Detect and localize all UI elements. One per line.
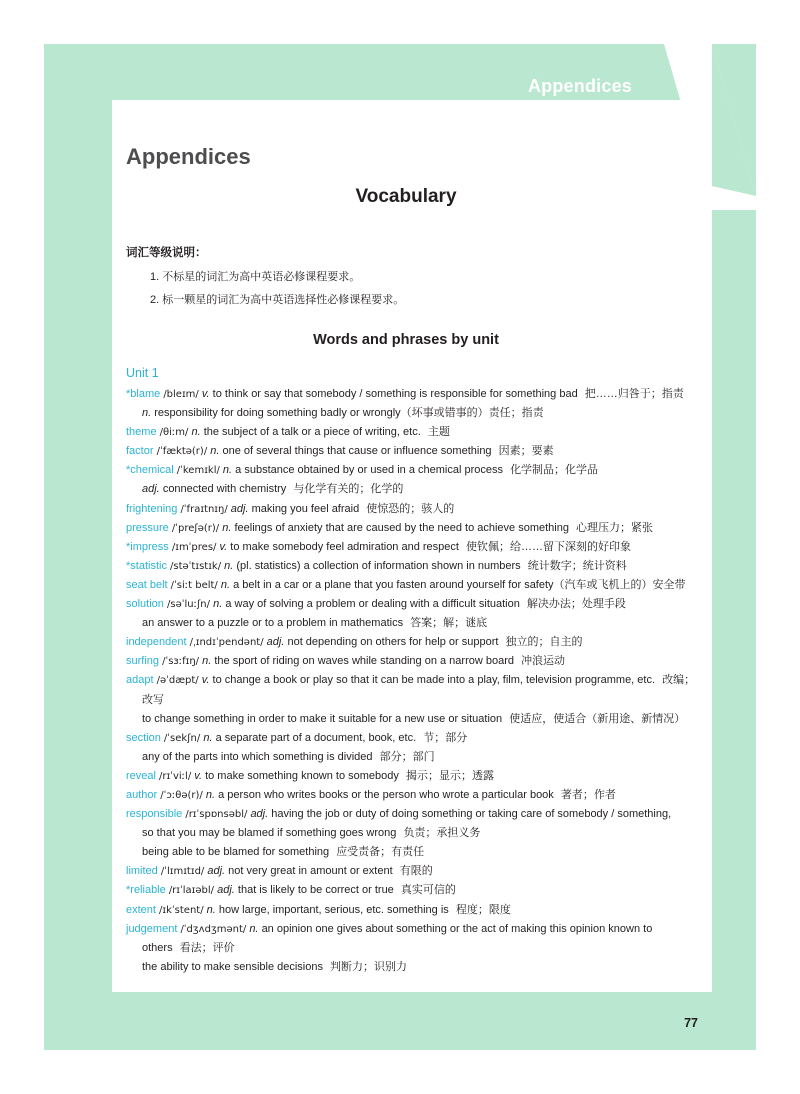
section-title: Vocabulary	[355, 186, 457, 207]
definition: responsibility for doing something badly or wrongly（坏事或错事的）责任；指责	[154, 407, 544, 420]
phonetic: /ˌɪndɪˈpendənt/	[189, 637, 264, 649]
definition: to think or say that somebody / something is responsible for something bad	[212, 388, 578, 400]
part-of-speech: n.	[205, 788, 216, 801]
phonetic: /ˈfæktə(r)/	[156, 446, 208, 458]
headword: limited	[126, 865, 158, 878]
headword: *reliable	[126, 884, 166, 897]
headword: author	[126, 788, 158, 801]
definition: (pl. statistics) a collection of information shown in numbers	[236, 559, 521, 572]
headword: theme	[126, 426, 157, 439]
page-title: Appendices	[126, 144, 251, 169]
vocabulary-list	[126, 385, 706, 977]
definition: a separate part of a document, book, etc.	[215, 731, 417, 744]
headword: *chemical	[126, 464, 174, 477]
headword: pressure	[126, 521, 169, 534]
vocab-entry-continuation	[126, 710, 706, 729]
unit-label: Unit 1	[126, 366, 159, 380]
translation: 部分；部门	[379, 750, 435, 763]
headword: section	[126, 731, 161, 744]
definition: to change something in order to make it suitable for a new use or situation	[142, 712, 503, 725]
notes-heading: 词汇等级说明：	[126, 247, 207, 259]
phonetic: /ˈlɪmɪtɪd/	[160, 866, 205, 878]
headword: factor	[126, 445, 154, 458]
subsection-title: Words and phrases by unit	[313, 332, 499, 348]
headword: responsible	[126, 808, 183, 821]
definition: any of the parts into which something is divided	[142, 750, 373, 763]
headword: independent	[126, 636, 187, 649]
vocab-entry	[126, 423, 706, 442]
headword: judgement	[126, 922, 178, 935]
part-of-speech: adj.	[230, 502, 249, 515]
part-of-speech: n.	[224, 559, 234, 572]
definition: an answer to a puzzle or to a problem in mathematics	[142, 617, 404, 630]
vocab-entry	[126, 595, 706, 614]
definition: others	[142, 941, 173, 954]
phonetic: /ˈfraɪtnɪŋ/	[180, 503, 228, 515]
vocab-entry	[126, 671, 706, 690]
vocab-entry	[126, 862, 706, 881]
part-of-speech: n.	[203, 731, 213, 744]
translation: 独立的；自主的	[505, 636, 583, 649]
bottom-band	[44, 992, 756, 1050]
phonetic: /səˈluːʃn/	[166, 599, 211, 611]
vocab-entry	[126, 901, 706, 920]
translation: 使适应，使适合（新用途、新情况）	[509, 712, 686, 725]
phonetic: /ɪkˈstent/	[159, 904, 204, 916]
part-of-speech: v.	[194, 769, 203, 782]
part-of-speech: n.	[202, 655, 212, 668]
vocab-entry	[126, 633, 706, 652]
vocab-entry	[126, 920, 706, 939]
part-of-speech: adj.	[266, 636, 285, 649]
phonetic: /bleɪm/	[163, 389, 199, 400]
phonetic: /ˈsekʃn/	[163, 732, 201, 744]
definition: so that you may be blamed if something goes wrong	[142, 827, 397, 840]
definition: an opinion one gives about something or the act of making this opinion known to	[261, 922, 653, 935]
part-of-speech: v.	[219, 540, 228, 553]
part-of-speech: n.	[210, 445, 220, 458]
phonetic: /ˈdʒʌdʒmənt/	[180, 923, 247, 935]
phonetic: /rɪˈlaɪəbl/	[168, 885, 215, 897]
translation: 主题	[427, 426, 450, 439]
translation: 统计数字；统计资料	[527, 559, 627, 572]
vocab-entry	[126, 805, 706, 824]
translation: 看法；评价	[179, 941, 235, 954]
translation: 冲浪运动	[521, 655, 566, 668]
translation: 改编；	[662, 674, 696, 687]
definition: having the job or duty of doing something or taking care of somebody / something,	[271, 808, 672, 821]
phonetic: /ˈsiːt belt/	[170, 579, 218, 591]
definition: making you feel afraid	[251, 502, 360, 515]
phonetic: /əˈdæpt/	[156, 675, 199, 687]
page-number: 77	[684, 1016, 698, 1030]
definition: a way of solving a problem or dealing with a difficult situation	[225, 598, 520, 611]
phonetic: /ˈsɜːfɪŋ/	[162, 656, 200, 668]
definition: how large, important, serious, etc. something is	[218, 903, 449, 916]
vocab-entry-continuation	[126, 748, 706, 767]
part-of-speech: adj.	[250, 808, 269, 821]
headword: frightening	[126, 502, 178, 515]
definition: connected with chemistry	[162, 483, 287, 496]
part-of-speech: v.	[201, 388, 210, 400]
translation: 有限的	[399, 865, 433, 878]
definition: to make something known to somebody	[205, 769, 399, 782]
vocab-entry-continuation	[126, 843, 706, 862]
part-of-speech: n.	[222, 521, 232, 534]
phonetic: /rɪˈviːl/	[159, 770, 192, 782]
headword: surfing	[126, 655, 160, 668]
definition: the ability to make sensible decisions	[142, 960, 323, 973]
part-of-speech: n.	[249, 922, 259, 935]
translation: 使惊恐的；骇人的	[366, 502, 455, 515]
translation: 真实可信的	[400, 884, 456, 897]
definition: 改写	[142, 693, 164, 706]
note-item: 1. 不标星的词汇为高中英语必修课程要求。	[150, 271, 361, 283]
vocab-entry	[126, 557, 706, 576]
definition: not very great in amount or extent	[228, 865, 393, 878]
definition: the subject of a talk or a piece of writing, etc.	[203, 426, 421, 439]
part-of-speech: v.	[201, 674, 210, 687]
vocab-entry-continuation	[126, 614, 706, 633]
note-item: 2. 标一颗星的词汇为高中英语选择性必修课程要求。	[150, 294, 405, 306]
part-of-speech: n.	[206, 903, 216, 916]
vocab-entry	[126, 385, 706, 404]
vocab-entry-continuation	[126, 404, 706, 423]
headword: *impress	[126, 540, 169, 553]
vocab-entry-continuation	[126, 939, 706, 958]
headword: *statistic	[126, 559, 167, 572]
vocab-entry-continuation	[126, 691, 706, 710]
vocab-entry-continuation	[126, 958, 706, 977]
vocab-entry	[126, 442, 706, 461]
part-of-speech: n.	[142, 407, 152, 420]
translation: 揭示；显示；透露	[405, 769, 494, 782]
translation: 因素；要素	[498, 445, 554, 458]
definition: one of several things that cause or influence something	[222, 445, 492, 458]
headword: *blame	[126, 388, 161, 400]
phonetic: /stəˈtɪstɪk/	[170, 560, 222, 572]
definition: the sport of riding on waves while standing on a narrow board	[214, 655, 514, 668]
translation: 判断力；识别力	[330, 960, 408, 973]
part-of-speech: adj.	[207, 865, 226, 878]
vocab-entry-continuation	[126, 480, 706, 499]
definition: a substance obtained by or used in a chemical process	[235, 464, 503, 477]
part-of-speech: n.	[222, 464, 233, 477]
translation: 解决办法；处理手段	[526, 598, 626, 611]
translation: 著者；作者	[560, 788, 616, 801]
vocab-entry	[126, 729, 706, 748]
translation: 节；部分	[423, 731, 468, 744]
part-of-speech: n.	[213, 598, 223, 611]
left-band	[44, 100, 112, 992]
phonetic: /ɪmˈpres/	[171, 541, 217, 553]
definition: being able to be blamed for something	[142, 846, 330, 859]
definition: to change a book or play so that it can be made into a play, film, television programme, etc.	[212, 674, 656, 687]
definition: feelings of anxiety that are caused by the need to achieve something	[234, 521, 569, 534]
vocab-entry	[126, 538, 706, 557]
part-of-speech: adj.	[142, 483, 160, 496]
translation: 与化学有关的；化学的	[293, 483, 404, 496]
translation: 负责；承担义务	[403, 827, 481, 840]
vocab-entry	[126, 767, 706, 786]
vocab-entry	[126, 881, 706, 900]
translation: 答案；解；谜底	[410, 617, 488, 630]
translation: 程度；限度	[455, 903, 511, 916]
phonetic: /ˈkemɪkl/	[176, 465, 220, 477]
headword: seat belt	[126, 578, 168, 591]
definition: a person who writes books or the person who wrote a particular book	[218, 788, 554, 801]
header-label: Appendices	[527, 76, 632, 96]
phonetic: /θiːm/	[159, 427, 189, 439]
phonetic: /ˈpreʃə(r)/	[171, 522, 220, 534]
definition: that is likely to be correct or true	[237, 884, 394, 897]
vocab-entry	[126, 576, 706, 595]
translation: 化学制品；化学品	[510, 464, 599, 477]
part-of-speech: adj.	[217, 884, 235, 897]
translation: 应受责备；有责任	[336, 846, 425, 859]
translation: 把……归咎于；指责	[584, 388, 684, 400]
vocab-entry	[126, 652, 706, 671]
definition: not depending on others for help or support	[287, 636, 499, 649]
definition: a belt in a car or a plane that you fasten around yourself for safety（汽车或飞机上的）安全带	[233, 578, 686, 591]
headword: adapt	[126, 674, 154, 687]
headword: solution	[126, 598, 164, 611]
vocab-entry	[126, 461, 706, 480]
vocab-entry	[126, 786, 706, 805]
phonetic: /ˈɔːθə(r)/	[160, 789, 203, 801]
phonetic: /rɪˈspɒnsəbl/	[185, 809, 248, 821]
vocab-entry	[126, 519, 706, 538]
translation: 心理压力；紧张	[576, 521, 654, 534]
headword: reveal	[126, 769, 156, 782]
vocab-entry-continuation	[126, 824, 706, 843]
part-of-speech: n.	[220, 578, 231, 591]
vocab-entry	[126, 500, 706, 519]
part-of-speech: n.	[191, 426, 201, 439]
definition: to make somebody feel admiration and respect	[230, 540, 459, 553]
headword: extent	[126, 903, 156, 916]
translation: 使钦佩；给……留下深刻的好印象	[466, 540, 632, 553]
